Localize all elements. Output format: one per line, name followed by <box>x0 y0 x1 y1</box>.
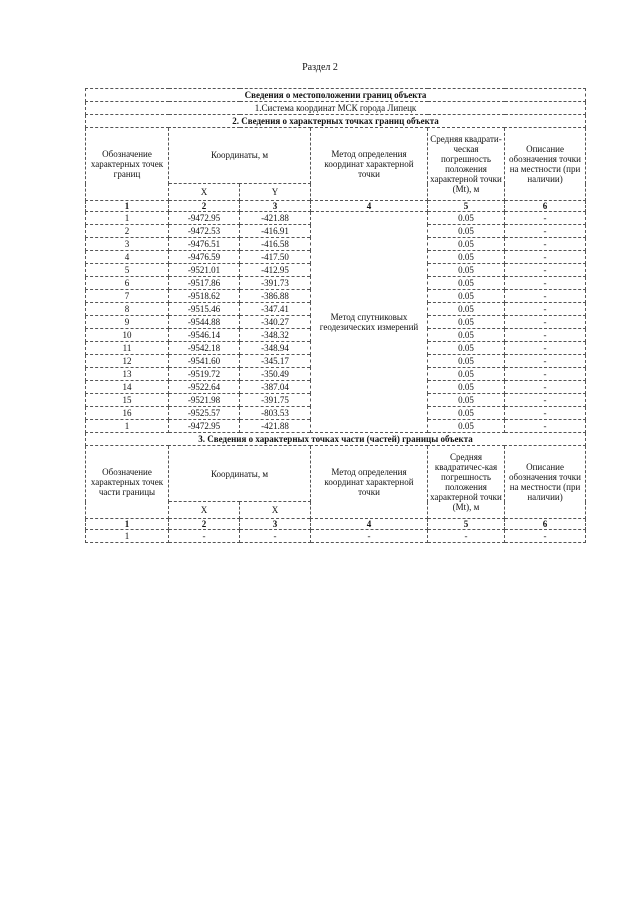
column-number: 6 <box>505 519 586 530</box>
point-number: 14 <box>86 381 169 394</box>
point-accuracy: 0.05 <box>428 264 505 277</box>
section2-title: 2. Сведения о характерных точках границ объекта <box>86 115 586 128</box>
point-y: -391.73 <box>240 277 311 290</box>
point-accuracy: 0.05 <box>428 329 505 342</box>
point-number: 1 <box>86 420 169 433</box>
point-description: - <box>505 329 586 342</box>
s3-point-number: 1 <box>86 530 169 543</box>
point-x: -9522.64 <box>169 381 240 394</box>
method-cell: Метод спутниковых геодезических измерений <box>311 212 428 433</box>
column-number: 2 <box>169 201 240 212</box>
point-x: -9519.72 <box>169 368 240 381</box>
point-accuracy: 0.05 <box>428 277 505 290</box>
column-number: 3 <box>240 201 311 212</box>
point-y: -391.75 <box>240 394 311 407</box>
point-number: 3 <box>86 238 169 251</box>
point-x: -9515.46 <box>169 303 240 316</box>
point-x: -9472.95 <box>169 212 240 225</box>
s3-header-x: X <box>169 502 240 519</box>
s2-header-method: Метод определения координат характерной точки <box>311 128 428 201</box>
point-number: 1 <box>86 212 169 225</box>
table-title: Сведения о местоположении границ объекта <box>86 89 586 102</box>
point-description: - <box>505 407 586 420</box>
s2-header-y: Y <box>240 184 311 201</box>
s2-header-description: Описание обозначения точки на местности (при наличии) <box>505 128 586 201</box>
point-number: 9 <box>86 316 169 329</box>
column-number: 4 <box>311 519 428 530</box>
point-accuracy: 0.05 <box>428 212 505 225</box>
point-description: - <box>505 251 586 264</box>
point-accuracy: 0.05 <box>428 316 505 329</box>
s3-header-coords: Координаты, м <box>169 446 311 502</box>
s3-header-method: Метод определения координат характерной точки <box>311 446 428 519</box>
point-x: -9518.62 <box>169 290 240 303</box>
point-y: -416.91 <box>240 225 311 238</box>
s2-header-accuracy: Средняя квадрати-ческая погрешность положения характерной точки (Mt), м <box>428 128 505 201</box>
point-description: - <box>505 225 586 238</box>
point-number: 7 <box>86 290 169 303</box>
point-x: -9472.53 <box>169 225 240 238</box>
point-description: - <box>505 342 586 355</box>
point-x: -9542.18 <box>169 342 240 355</box>
point-y: -347.41 <box>240 303 311 316</box>
point-description: - <box>505 303 586 316</box>
point-accuracy: 0.05 <box>428 225 505 238</box>
point-accuracy: 0.05 <box>428 238 505 251</box>
point-y: -421.88 <box>240 212 311 225</box>
s3-point-y: - <box>240 530 311 543</box>
point-x: -9476.51 <box>169 238 240 251</box>
point-y: -386.88 <box>240 290 311 303</box>
point-x: -9476.59 <box>169 251 240 264</box>
point-number: 2 <box>86 225 169 238</box>
table-row <box>86 212 586 225</box>
s3-point-description: - <box>505 530 586 543</box>
page-title: Раздел 2 <box>302 62 338 73</box>
point-y: -421.88 <box>240 420 311 433</box>
point-number: 4 <box>86 251 169 264</box>
boundary-table <box>85 88 586 543</box>
point-description: - <box>505 381 586 394</box>
point-y: -348.94 <box>240 342 311 355</box>
point-description: - <box>505 420 586 433</box>
point-accuracy: 0.05 <box>428 407 505 420</box>
column-number: 6 <box>505 201 586 212</box>
column-number: 3 <box>240 519 311 530</box>
point-description: - <box>505 290 586 303</box>
point-number: 11 <box>86 342 169 355</box>
column-number: 1 <box>86 519 169 530</box>
point-number: 6 <box>86 277 169 290</box>
point-x: -9544.88 <box>169 316 240 329</box>
point-y: -803.53 <box>240 407 311 420</box>
point-description: - <box>505 277 586 290</box>
point-x: -9546.14 <box>169 329 240 342</box>
point-y: -340.27 <box>240 316 311 329</box>
s2-header-points: Обозначение характерных точек границ <box>86 128 169 201</box>
column-number: 5 <box>428 201 505 212</box>
s2-header-coords: Координаты, м <box>169 128 311 184</box>
point-description: - <box>505 368 586 381</box>
point-number: 8 <box>86 303 169 316</box>
s3-column-numbers <box>86 519 586 530</box>
point-accuracy: 0.05 <box>428 251 505 264</box>
column-number: 2 <box>169 519 240 530</box>
point-y: -348.32 <box>240 329 311 342</box>
s3-point-accuracy: - <box>428 530 505 543</box>
point-number: 12 <box>86 355 169 368</box>
point-number: 5 <box>86 264 169 277</box>
s3-method: - <box>311 530 428 543</box>
point-accuracy: 0.05 <box>428 355 505 368</box>
s3-header-description: Описание обозначения точки на местности (при наличии) <box>505 446 586 519</box>
column-number: 5 <box>428 519 505 530</box>
point-description: - <box>505 264 586 277</box>
column-number: 4 <box>311 201 428 212</box>
point-description: - <box>505 212 586 225</box>
s2-column-numbers <box>86 201 586 212</box>
point-y: -345.17 <box>240 355 311 368</box>
point-x: -9521.01 <box>169 264 240 277</box>
s3-header-points: Обозначение характерных точек части границы <box>86 446 169 519</box>
section1-title: 1.Система координат МСК города Липецк <box>86 102 586 115</box>
point-accuracy: 0.05 <box>428 368 505 381</box>
point-y: -412.95 <box>240 264 311 277</box>
point-number: 15 <box>86 394 169 407</box>
point-number: 16 <box>86 407 169 420</box>
point-accuracy: 0.05 <box>428 342 505 355</box>
point-y: -387.04 <box>240 381 311 394</box>
point-x: -9525.57 <box>169 407 240 420</box>
point-accuracy: 0.05 <box>428 290 505 303</box>
column-number: 1 <box>86 201 169 212</box>
point-number: 10 <box>86 329 169 342</box>
s3-header-y: X <box>240 502 311 519</box>
point-x: -9517.86 <box>169 277 240 290</box>
point-x: -9521.98 <box>169 394 240 407</box>
section3-title: 3. Сведения о характерных точках части (частей) границы объекта <box>86 433 586 446</box>
point-y: -417.50 <box>240 251 311 264</box>
s2-header-x: X <box>169 184 240 201</box>
point-accuracy: 0.05 <box>428 303 505 316</box>
point-description: - <box>505 355 586 368</box>
point-accuracy: 0.05 <box>428 420 505 433</box>
point-number: 13 <box>86 368 169 381</box>
point-description: - <box>505 316 586 329</box>
s3-point-x: - <box>169 530 240 543</box>
point-accuracy: 0.05 <box>428 381 505 394</box>
point-y: -350.49 <box>240 368 311 381</box>
s3-header-accuracy: Средняя квадратичес-кая погрешность положения характерной точки (Mt), м <box>428 446 505 519</box>
table-row <box>86 530 586 543</box>
point-x: -9472.95 <box>169 420 240 433</box>
point-description: - <box>505 394 586 407</box>
point-accuracy: 0.05 <box>428 394 505 407</box>
point-y: -416.58 <box>240 238 311 251</box>
point-x: -9541.60 <box>169 355 240 368</box>
point-description: - <box>505 238 586 251</box>
